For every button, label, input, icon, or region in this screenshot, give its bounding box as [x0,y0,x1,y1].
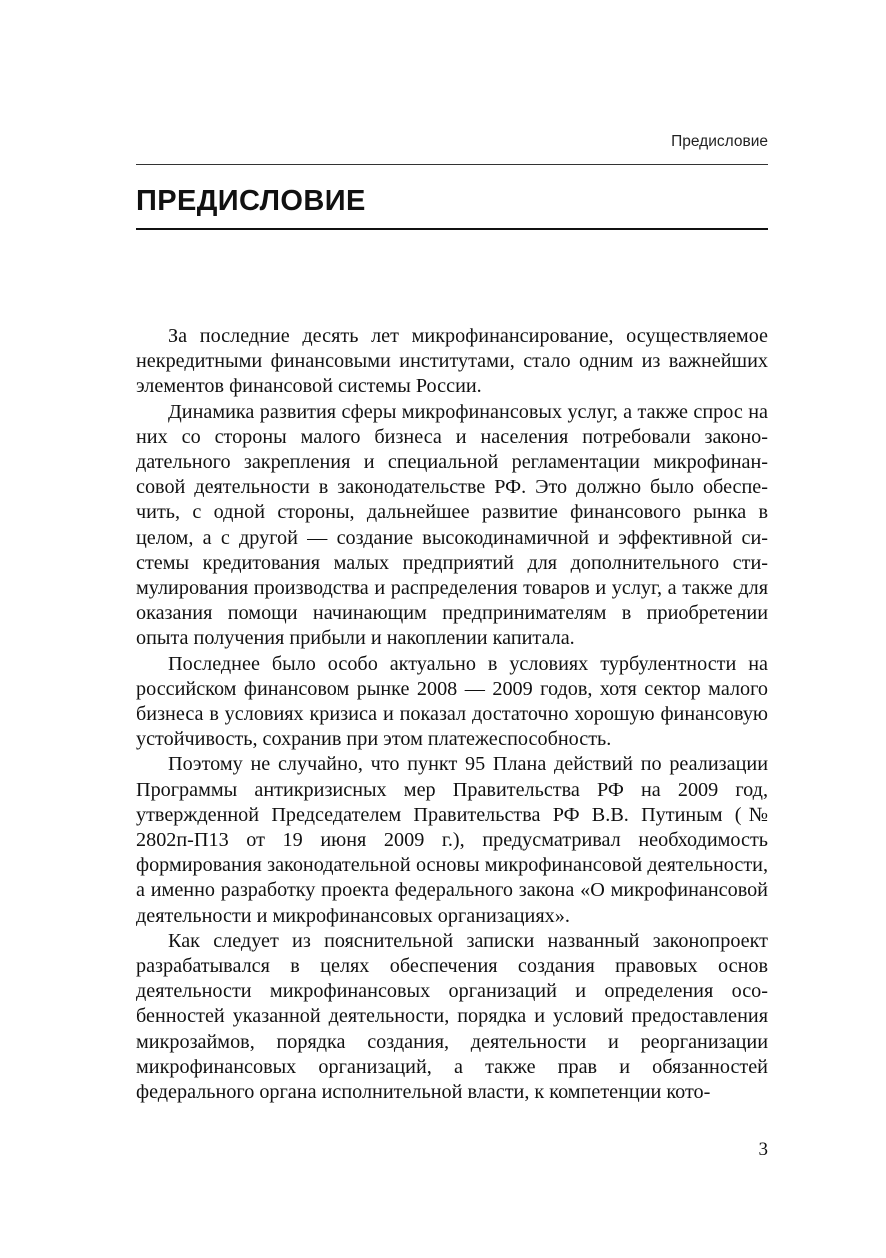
body-text [136,324,768,1105]
chapter-title: ПРЕДИСЛОВИЕ [136,185,366,217]
paragraph-5: Как следует из пояснительной записки названный законопроект разрабатывался в целях обеспечения создания правовых основ деятельности микрофинансовых организаций и определения особенностей указанной деятельности, порядка и условий предоставления микрозаймов, порядка создания, деятельности и реорганизации микрофинансовых организаций, а также прав и обязанностей федерального органа исполнительной власти, к компетенции кото- [136,929,768,1104]
paragraph-1: За последние десять лет микрофинансирование, осуществляемое некредитными финансовыми институтами, стало одним из важнейших элементов финансовой системы России. [136,325,768,398]
page-number: 3 [758,1139,768,1160]
paragraph-2: Динамика развития сферы микрофинансовых услуг, а также спрос на них со стороны малого бизнеса и населения потребовали законодательного закрепления и специальной регламентации микрофинансовой деятельности в законодательстве РФ. Это должно было обеспечить, с одной стороны, дальнейшее развитие финансового рынка в целом, а с другой — создание высокодинамичной и эффективной системы кредитования малых предприятий для дополнительного стимулирования производства и распределения товаров и услуг, а также для оказания помощи начинающим предпринимателям в приобретении опыта получения прибыли и накоплении капитала. [136,400,768,650]
header-rule [136,164,768,165]
paragraph-4: Поэтому не случайно, что пункт 95 Плана действий по реализации Программы антикризисных мер Правительства РФ на 2009 год, утвержденной Председателем Правительства РФ В.В. Путиным (№ 2802п-П13 от 19 июня 2009 г.), предусматривал необходимость формирования законодательной основы микрофинансовой деятельности, а именно разработку проекта федерального закона «О микрофинансовой деятельности и микрофинансовых организациях». [136,753,768,927]
paragraph-3: Последнее было особо актуально в условиях турбулентности на российском финансовом рынке 2008 — 2009 годов, хотя сектор малого бизнеса в условиях кризиса и показал достаточно хорошую финансовую устойчивость, сохранив при этом платежеспособность. [136,652,768,751]
title-rule [136,228,768,230]
running-header: Предисловие [671,133,768,150]
